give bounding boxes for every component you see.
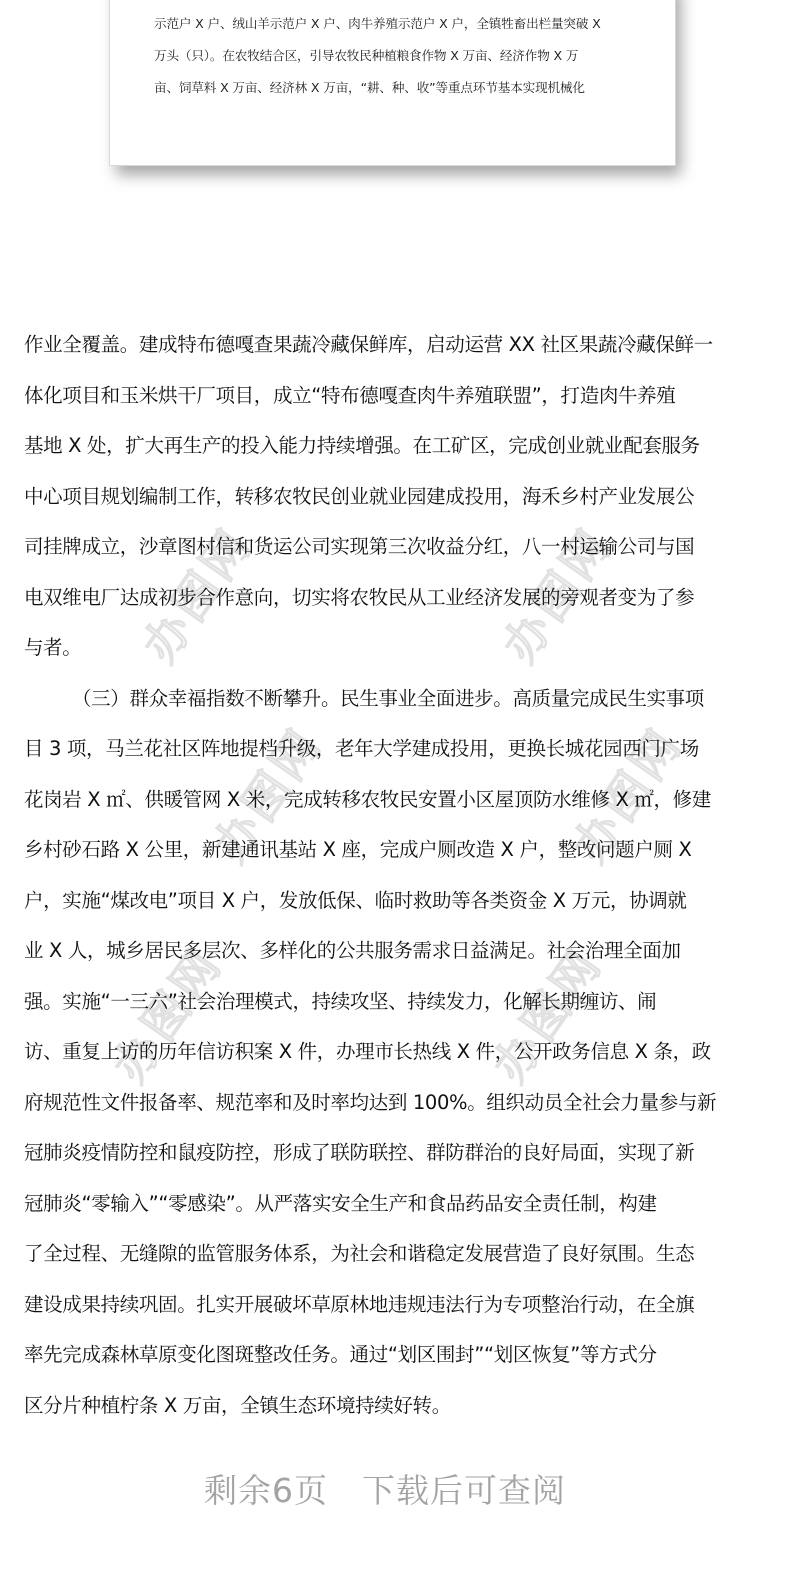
text-line: 区分片种植柠条 X 万亩，全镇生态环境持续好转。: [24, 1393, 451, 1417]
text-line: 乡村砂石路 X 公里，新建通讯基站 X 座，完成户厕改造 X 户，整改问题户厕 X: [24, 838, 692, 861]
text-line: 访、重复上访的历年信访积案 X 件，办理市长热线 X 件，公开政务信息 X 条，政: [24, 1040, 711, 1063]
text-line: 了全过程、无缝隙的监管服务体系，为社会和谐稳定发展营造了良好氛围。生态: [24, 1242, 695, 1265]
text-line: 府规范性文件报备率、规范率和及时率均达到 100%。组织动员全社会力量参与新: [24, 1090, 717, 1114]
text-line: 建设成果持续巩固。扎实开展破坏草原林地违规违法行为专项整治行动，在全旗: [24, 1292, 695, 1316]
text-line: 亩、饲草料 X 万亩、经济林 X 万亩，“耕、种、收”等重点环节基本实现机械化: [154, 80, 585, 95]
section-heading-line: （三）群众幸福指数不断攀升。民生事业全面进步。高质量完成民生实事项: [72, 686, 704, 710]
text-line: 作业全覆盖。建成特布德嘎查果蔬冷藏保鲜库，启动运营 XX 社区果蔬冷藏保鲜一: [24, 333, 713, 356]
download-label: 下载后可查阅: [362, 1471, 566, 1510]
watermark: 办图网: [132, 517, 263, 672]
page-preview-card: [110, 0, 675, 165]
text-line: 基地 X 处，扩大再生产的投入能力持续增强。在工矿区，完成创业就业配套服务: [24, 434, 700, 457]
text-line: 体化项目和玉米烘干厂项目，成立“特布德嘎查肉牛养殖联盟”，打造肉牛养殖: [24, 383, 676, 407]
watermark: 办图网: [102, 937, 233, 1092]
text-line: 与者。: [24, 636, 82, 659]
document-body: [24, 320, 784, 1431]
text-line: 率先完成森林草原变化图斑整改任务。通过“划区围封”“划区恢复”等方式分: [24, 1343, 657, 1366]
text-line: 业 X 人，城乡居民多层次、多样化的公共服务需求日益满足。社会治理全面加: [24, 939, 681, 962]
text-line: 示范户 X 户、绒山羊示范户 X 户、肉牛养殖示范户 X 户，全镇牲畜出栏量突破 X: [154, 16, 601, 31]
text-line: 电双维电厂达成初步合作意向，切实将农牧民从工业经济发展的旁观者变为了参: [24, 585, 695, 609]
text-line: 户，实施“煤改电”项目 X 户，发放低保、临时救助等各类资金 X 万元，协调就: [24, 888, 687, 912]
text-line: 冠肺炎“零输入”“零感染”。从严落实安全生产和食品药品安全责任制，构建: [24, 1191, 657, 1215]
text-line: 中心项目规划编制工作，转移农牧民创业就业园建成投用，海禾乡村产业发展公: [24, 484, 695, 508]
page-preview-text: [154, 8, 644, 104]
watermark: 办图网: [482, 937, 613, 1092]
watermark: 办图网: [202, 717, 333, 872]
watermark: 办图网: [562, 717, 693, 872]
text-line: 目 3 项，马兰花社区阵地提档升级，老年大学建成投用，更换长城花园西门广场: [24, 737, 699, 760]
text-line: 花岗岩 X ㎡、供暖管网 X 米，完成转移农牧民安置小区屋顶防水维修 X ㎡，修建: [24, 787, 711, 811]
text-line: 强。实施“一三六”社会治理模式，持续攻坚、持续发力，化解长期缠访、闹: [24, 989, 657, 1013]
text-line: 冠肺炎疫情防控和鼠疫防控，形成了联防联控、群防群治的良好局面，实现了新: [24, 1141, 695, 1164]
watermark: 办图网: [492, 517, 623, 672]
text-line: 司挂牌成立，沙章图村信和货运公司实现第三次收益分红，八一村运输公司与国: [24, 535, 695, 558]
download-to-read-more-link[interactable]: [0, 1465, 770, 1512]
remaining-pages-label: 剩余6页: [204, 1471, 328, 1510]
text-line: 万头（只）。在农牧结合区，引导农牧民种植粮食作物 X 万亩、经济作物 X 万: [154, 48, 579, 63]
